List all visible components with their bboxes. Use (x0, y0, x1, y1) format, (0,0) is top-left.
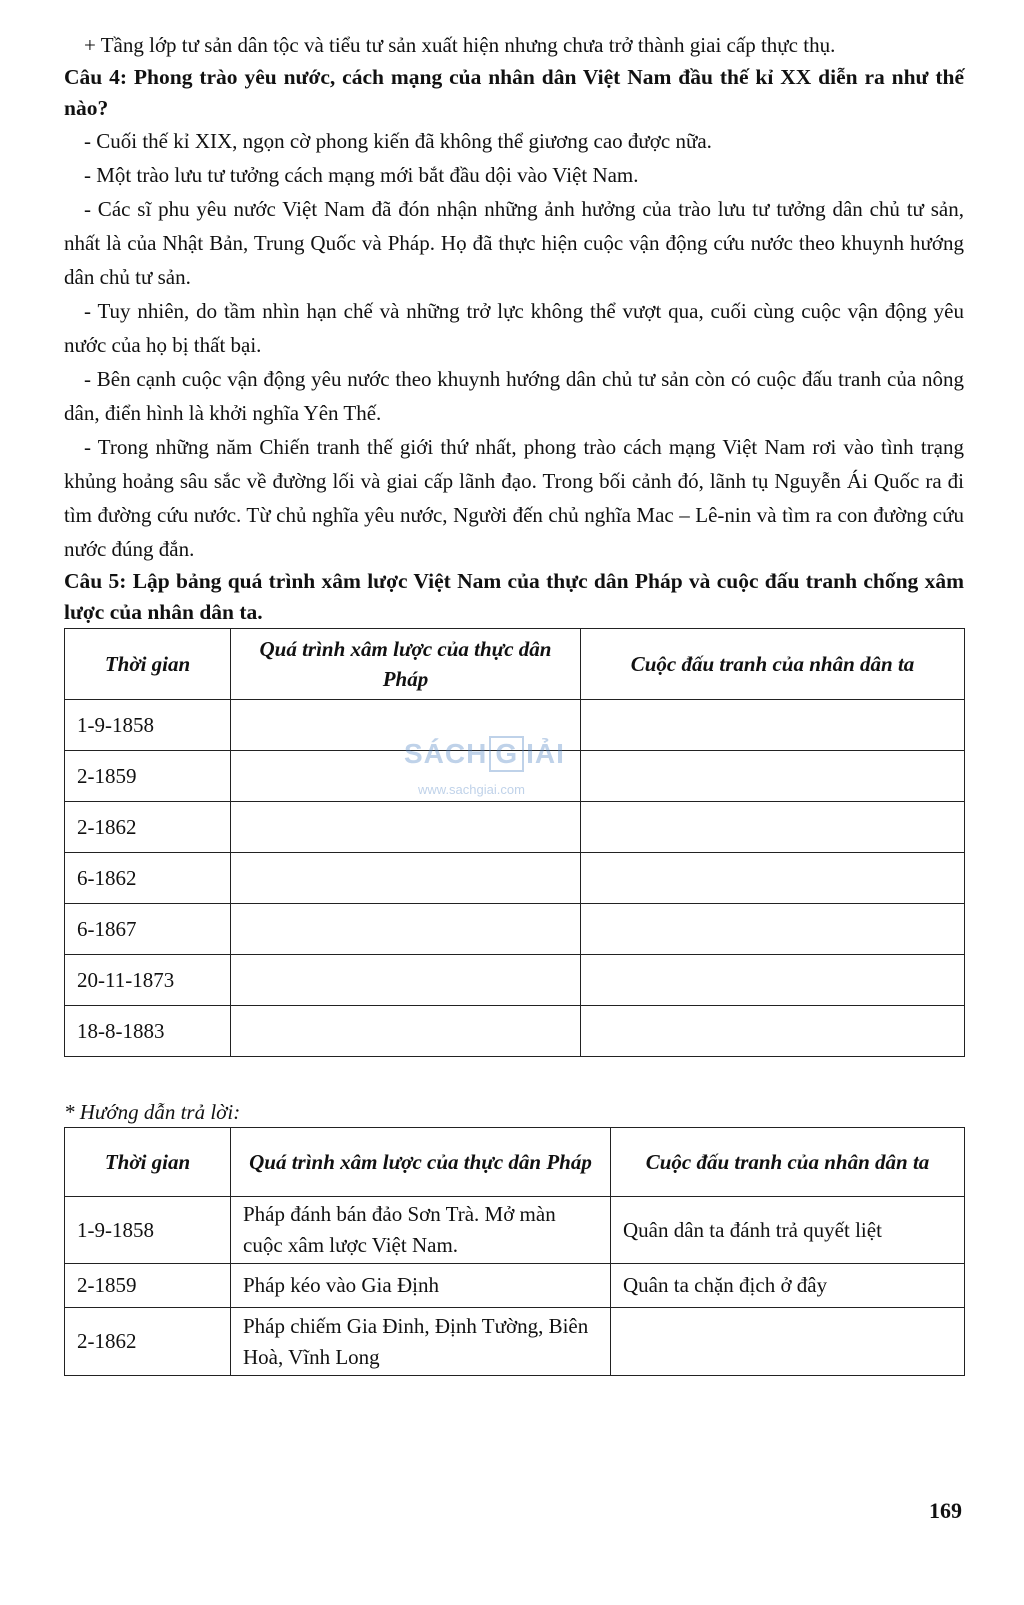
header-time: Thời gian (65, 1128, 231, 1197)
table-row (65, 700, 965, 751)
invasion-cell: Pháp đánh bán đảo Sơn Trà. Mở màn cuộc xâm lược Việt Nam. (231, 1197, 611, 1264)
page-number: 169 (929, 1498, 962, 1523)
struggle-cell (581, 802, 965, 853)
struggle-cell (581, 700, 965, 751)
header-struggle: Cuộc đấu tranh của nhân dân ta (611, 1128, 965, 1197)
date-cell: 18-8-1883 (65, 1006, 231, 1057)
invasion-cell: Pháp kéo vào Gia Định (231, 1264, 611, 1308)
date-cell: 6-1867 (65, 904, 231, 955)
table-row (65, 1006, 965, 1057)
page-content (64, 28, 964, 1376)
intro-line: + Tầng lớp tư sản dân tộc và tiểu tư sản xuất hiện nhưng chưa trở thành giai cấp thực thụ. (84, 33, 836, 57)
struggle-cell: Quân dân ta đánh trả quyết liệt (611, 1197, 965, 1264)
invasion-cell (231, 700, 581, 751)
table-row (65, 751, 965, 802)
date-cell: 2-1859 (65, 1264, 231, 1308)
answer-table (64, 1127, 965, 1376)
struggle-cell: Quân ta chặn địch ở đây (611, 1264, 965, 1308)
table-row (65, 853, 965, 904)
date-cell: 6-1862 (65, 853, 231, 904)
table-row (65, 1197, 965, 1264)
q4-paragraph: - Một trào lưu tư tưởng cách mạng mới bắt đầu dội vào Việt Nam. (84, 163, 639, 187)
answer-guide-label: * Hướng dẫn trả lời: (64, 1100, 241, 1124)
watermark-logo-right: IẢI (526, 738, 565, 769)
struggle-cell (581, 751, 965, 802)
invasion-cell: Pháp chiếm Gia Đinh, Định Tường, Biên Hoà, Vĩnh Long (231, 1308, 611, 1376)
table-row (65, 1264, 965, 1308)
table-header-row (65, 1128, 965, 1197)
q4-paragraph: - Trong những năm Chiến tranh thế giới thứ nhất, phong trào cách mạng Việt Nam rơi vào tình trạng khủng hoảng sâu sắc về đường lối và giai cấp lãnh đạo. Trong bối cảnh đó, lãnh tụ Nguyễn Ái Quốc ra đi tìm đường cứu nước. Từ chủ nghĩa yêu nước, Người đến chủ nghĩa Mac – Lê-nin và tìm ra con đường cứu nước đúng đắn. (64, 435, 964, 561)
table-row (65, 802, 965, 853)
date-cell: 2-1862 (65, 1308, 231, 1376)
question-4-title: Câu 4: Phong trào yêu nước, cách mạng của nhân dân Việt Nam đầu thế kỉ XX diễn ra như thế nào? (64, 65, 964, 120)
struggle-cell (611, 1308, 965, 1376)
header-invasion: Quá trình xâm lược của thực dân Pháp (231, 629, 581, 700)
date-cell: 2-1862 (65, 802, 231, 853)
table-header-row (65, 629, 965, 700)
header-invasion: Quá trình xâm lược của thực dân Pháp (231, 1128, 611, 1197)
struggle-cell (581, 955, 965, 1006)
header-struggle: Cuộc đấu tranh của nhân dân ta (581, 629, 965, 700)
table-row (65, 955, 965, 1006)
date-cell: 1-9-1858 (65, 700, 231, 751)
header-time: Thời gian (65, 629, 231, 700)
invasion-cell (231, 751, 581, 802)
watermark-logo-left: SÁCH (404, 738, 488, 769)
watermark-logo-box: G (489, 736, 524, 772)
q4-paragraph: - Các sĩ phu yêu nước Việt Nam đã đón nhận những ảnh hưởng của trào lưu tư tưởng dân chủ tư sản, nhất là của Nhật Bản, Trung Quốc và Pháp. Họ đã thực hiện cuộc vận động cứu nước theo khuynh hướng dân chủ tư sản. (64, 197, 964, 289)
q4-paragraph: - Tuy nhiên, do tầm nhìn hạn chế và những trở lực không thể vượt qua, cuối cùng cuộc vận động yêu nước của họ bị thất bại. (64, 299, 964, 357)
struggle-cell (581, 853, 965, 904)
invasion-cell (231, 955, 581, 1006)
watermark-url: www.sachgiai.com (418, 782, 525, 797)
date-cell: 1-9-1858 (65, 1197, 231, 1264)
invasion-cell (231, 904, 581, 955)
table-row (65, 1308, 965, 1376)
struggle-cell (581, 904, 965, 955)
invasion-cell (231, 1006, 581, 1057)
invasion-cell (231, 802, 581, 853)
invasion-cell (231, 853, 581, 904)
date-cell: 20-11-1873 (65, 955, 231, 1006)
table-row (65, 904, 965, 955)
q4-paragraph: - Cuối thế kỉ XIX, ngọn cờ phong kiến đã không thể giương cao được nữa. (84, 129, 712, 153)
struggle-cell (581, 1006, 965, 1057)
q4-paragraph: - Bên cạnh cuộc vận động yêu nước theo khuynh hướng dân chủ tư sản còn có cuộc đấu tranh của nông dân, điển hình là khởi nghĩa Yên Thế. (64, 367, 964, 425)
date-cell: 2-1859 (65, 751, 231, 802)
question-5-title: Câu 5: Lập bảng quá trình xâm lược Việt Nam của thực dân Pháp và cuộc đấu tranh chống xâm lược của nhân dân ta. (64, 569, 964, 624)
blank-table (64, 628, 965, 1057)
